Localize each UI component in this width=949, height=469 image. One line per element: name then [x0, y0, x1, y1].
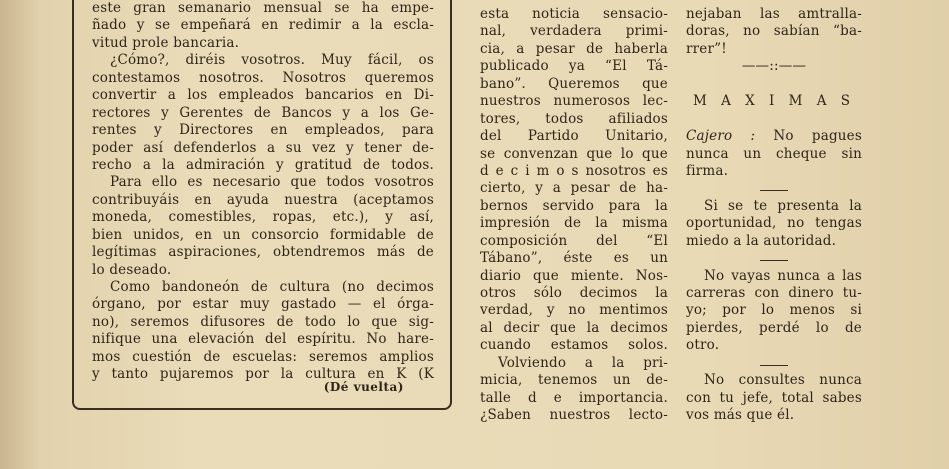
column-line: Tábano”, éste es un [480, 250, 668, 267]
spacer [686, 76, 862, 93]
article-line: contribuyáis en ayuda nuestra (aceptamos [92, 191, 434, 208]
maxim-2-line: Si se te presenta la [704, 197, 862, 214]
maxim-2-line: miedo a la autoridad. [686, 232, 837, 249]
maxim-4-line: No consultes nunca [704, 372, 862, 389]
column-line: cierto, y a pesar de ha- [480, 180, 668, 197]
article-line: contestamos nosotros. Nosotros queremos [92, 69, 434, 86]
maxim-3-line: carreras con dinero tu- [686, 285, 862, 301]
column-line: Volviendo a la pri- [498, 354, 668, 371]
article-line: nifique una elevación del espíritu. No hare- [92, 331, 434, 348]
boxed-article-text [92, 0, 434, 384]
maxim-1-line: nunca un cheque sin [686, 145, 862, 162]
article-line: ñado y se empeñará en redimir a la escla- [92, 17, 434, 34]
column-line: rrer”! [686, 40, 727, 57]
column-line: publicado ya “El Tá- [480, 58, 668, 75]
column-line: del Partido Unitario, [480, 128, 668, 145]
column-line: talle d e importancia. [480, 389, 668, 406]
article-line: poder así defenderlos a su vez y tener de- [92, 139, 434, 156]
column-line: d e c i m o s nosotros es [480, 162, 668, 179]
column-line: cuando estamos solos. [480, 337, 668, 354]
column-line: otros sólo decimos la [480, 285, 668, 301]
column-line: se convenzan que lo que [480, 145, 668, 162]
article-line: moneda, comestibles, ropas, etc.), y así, [92, 209, 434, 226]
article-line: Como bandoneón de cultura (no decimos [110, 279, 434, 295]
maxim-3-line: No vayas nunca a las [704, 267, 862, 284]
maxim-1-line [686, 128, 862, 145]
article-line: y tanto pujaremos por la cultura en K (K [92, 366, 434, 383]
column-line: ¿Saben nuestros lecto- [480, 407, 668, 424]
column-line: bano”. Queremos que [480, 75, 668, 92]
column-line: verdad, y no mentimos [480, 302, 668, 319]
short-rule [686, 355, 862, 372]
article-line: mos cuestión de escuelas: seremos amplios [92, 348, 434, 365]
right-column [686, 6, 862, 425]
maxim-2-line: oportunidad, no tengas [686, 215, 862, 232]
column-line: bernos servido para la [480, 197, 668, 214]
article-line: ¿Cómo?, diréis vosotros. Muy fácil, os [110, 52, 434, 69]
article-line: órgano, por estar muy gastado — el órga- [92, 296, 434, 313]
boxed-article [72, 0, 452, 410]
article-line: rectores y Gerentes de Bancos y a los Ge- [92, 104, 434, 121]
maxim-4-line: vos más que él. [686, 407, 795, 424]
column-line: tores, todos afiliados [480, 110, 668, 127]
column-line: composición del “El [480, 232, 668, 249]
column-line: diario que miente. Nos- [480, 267, 668, 284]
maxim-4-line: con tu jefe, total sabes [686, 389, 862, 406]
article-line: este gran semanario mensual se ha empe- [92, 0, 434, 16]
maxim-1-text: No pagues [773, 128, 862, 145]
section-heading: M A X I M A S [692, 93, 856, 110]
column-line: al decir que la decimos [480, 319, 668, 336]
article-line: convertir a los empleados bancarios en Di- [92, 87, 434, 104]
article-line: recho a la admiración y gratitud de todos. [92, 156, 434, 173]
maxim-3-line: yo; por lo menos si [686, 302, 862, 319]
column-line: cia, a pesar de haberla [480, 40, 668, 57]
column-line: nuestros numerosos lec- [480, 93, 668, 110]
article-line: lo deseado. [92, 261, 172, 278]
article-line: bien unidos, en un consorcio formidable de [92, 226, 434, 243]
section-separator: ——::—— [741, 58, 807, 75]
middle-column [480, 6, 668, 425]
column-line: nejaban las amtralla- [686, 6, 862, 22]
article-line: vitud prole bancaria. [92, 34, 240, 51]
article-line: no), seremos difusores de todo lo que sig- [92, 313, 434, 330]
article-line: legítimas aspiraciones, obtendremos más de [92, 244, 434, 261]
maxim-1-line: firma. [686, 162, 729, 179]
column-line: impresión de la misma [480, 215, 668, 232]
continued-note: (Dé vuelta) [323, 380, 404, 394]
short-rule [686, 180, 862, 197]
article-line: Para ello es necesario que todos vosotros [110, 174, 434, 191]
column-line: esta noticia sensacio- [480, 6, 668, 22]
short-rule [686, 250, 862, 267]
spacer [686, 111, 862, 128]
column-line: nal, verdadera primi- [480, 23, 668, 40]
maxim-label: Cajero : [686, 128, 756, 145]
maxim-3-line: otro. [686, 337, 720, 354]
column-line: micia, tenemos un de- [480, 372, 668, 389]
article-line: rentes y Directores en empleados, para [92, 122, 434, 139]
column-line: doras, no sabían “ba- [686, 23, 862, 40]
maxim-3-line: pierdes, perdé lo de [686, 319, 862, 336]
